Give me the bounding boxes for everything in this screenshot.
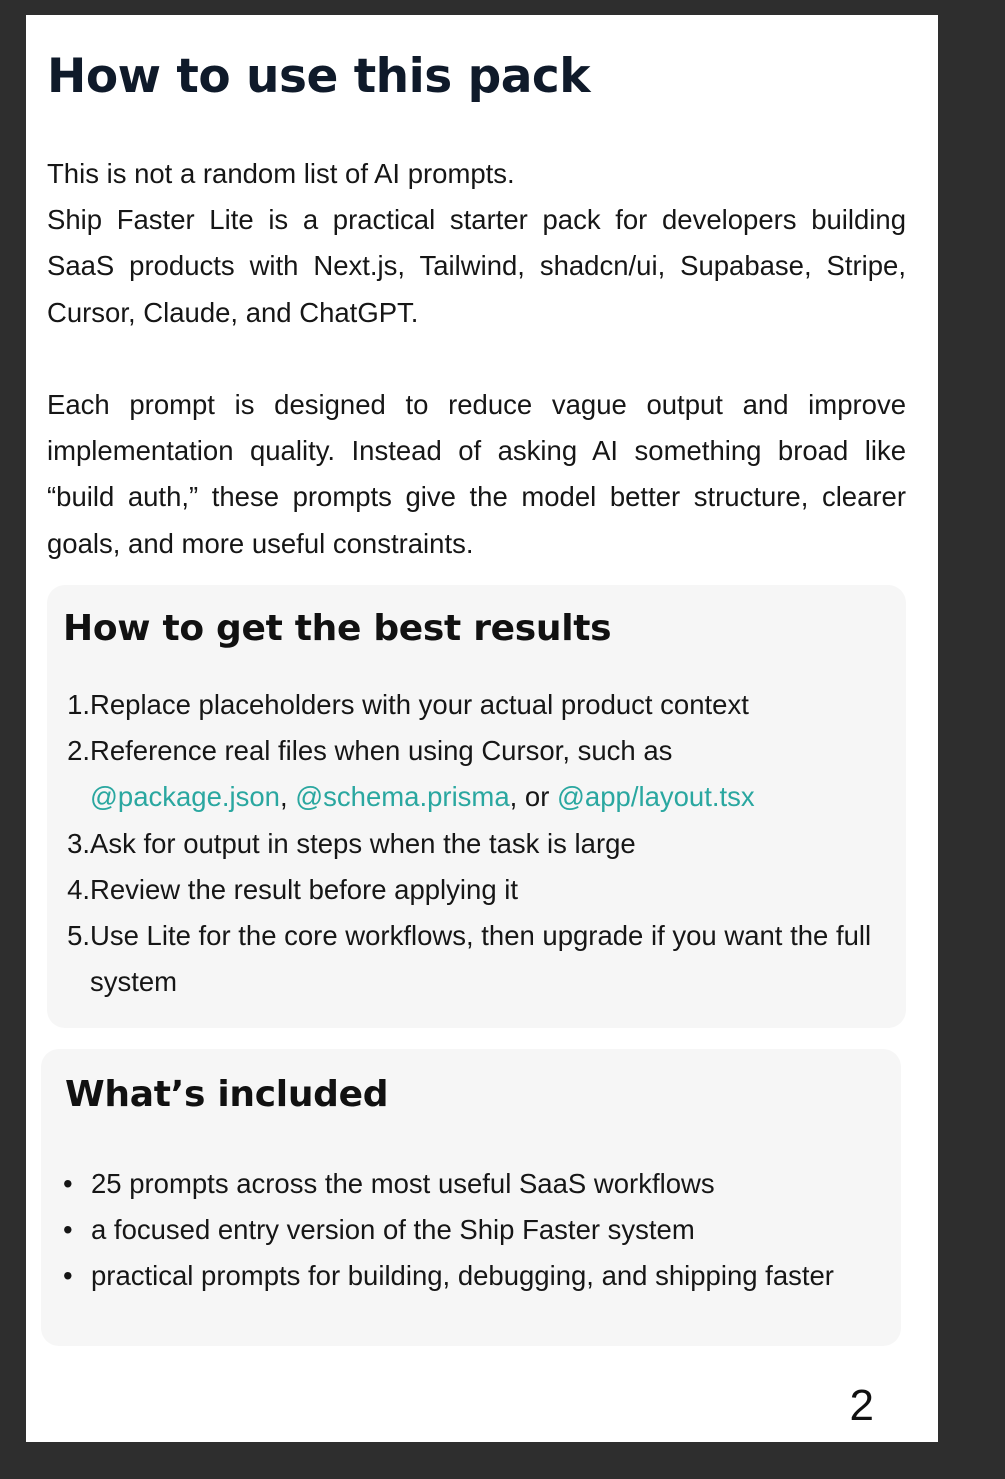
whats-included-list [63,1161,875,1300]
page-number: 2 [849,1381,874,1430]
intro-paragraph-2: Ship Faster Lite is a practical starter pack for developers building SaaS products with Next.js, Tailwind, shadcn/ui, Supabase, Stripe, Cursor, Claude, and ChatGPT. [47,204,906,328]
list-number: 2. [67,735,90,767]
bullet-icon: • [63,1260,73,1292]
list-item [62,867,892,913]
file-reference-package-json: @package.json [90,781,280,813]
document-page [26,15,938,1442]
list-item [62,728,892,820]
list-item [62,821,892,867]
list-number: 3. [67,827,90,859]
page-title: How to use this pack [47,49,591,104]
list-item [63,1207,875,1253]
whats-included-title: What’s included [65,1074,389,1115]
best-results-card [47,585,906,1028]
list-number: 5. [67,920,90,952]
list-item-text: Reference real files when using Cursor, such as [90,735,673,767]
list-item-text: 25 prompts across the most useful SaaS workflows [91,1168,715,1199]
list-item [62,682,892,728]
list-number: 4. [67,873,90,905]
intro-paragraph-3: Each prompt is designed to reduce vague output and improve implementation quality. Instead of asking AI something broad like “build auth,” these prompts give the model better structure, clearer goals, and more useful constraints. [47,389,906,559]
file-reference-app-layout: @app/layout.tsx [557,781,755,813]
best-results-title: How to get the best results [63,608,612,649]
intro-paragraph-1: This is not a random list of AI prompts. [47,158,515,189]
list-item-text: Use Lite for the core workflows, then upgrade if you want the full system [90,920,872,998]
list-item [62,913,892,1005]
list-item-text: a focused entry version of the Ship Faster system [91,1214,695,1246]
bullet-icon: • [63,1168,73,1199]
list-item-text: Replace placeholders with your actual product context [90,689,749,720]
best-results-list [62,682,892,1005]
intro-section [47,151,906,567]
list-item [63,1161,875,1207]
separator: , [279,781,296,813]
whats-included-card [41,1049,901,1346]
list-item [63,1253,875,1299]
list-item-text: Review the result before applying it [90,873,519,905]
list-item-text: practical prompts for building, debugging, and shipping faster [91,1260,834,1292]
list-item-text: Ask for output in steps when the task is large [90,827,636,859]
separator: , or [509,781,558,813]
file-reference-schema-prisma: @schema.prisma [295,781,510,813]
bullet-icon: • [63,1214,73,1246]
list-number: 1. [67,689,90,720]
